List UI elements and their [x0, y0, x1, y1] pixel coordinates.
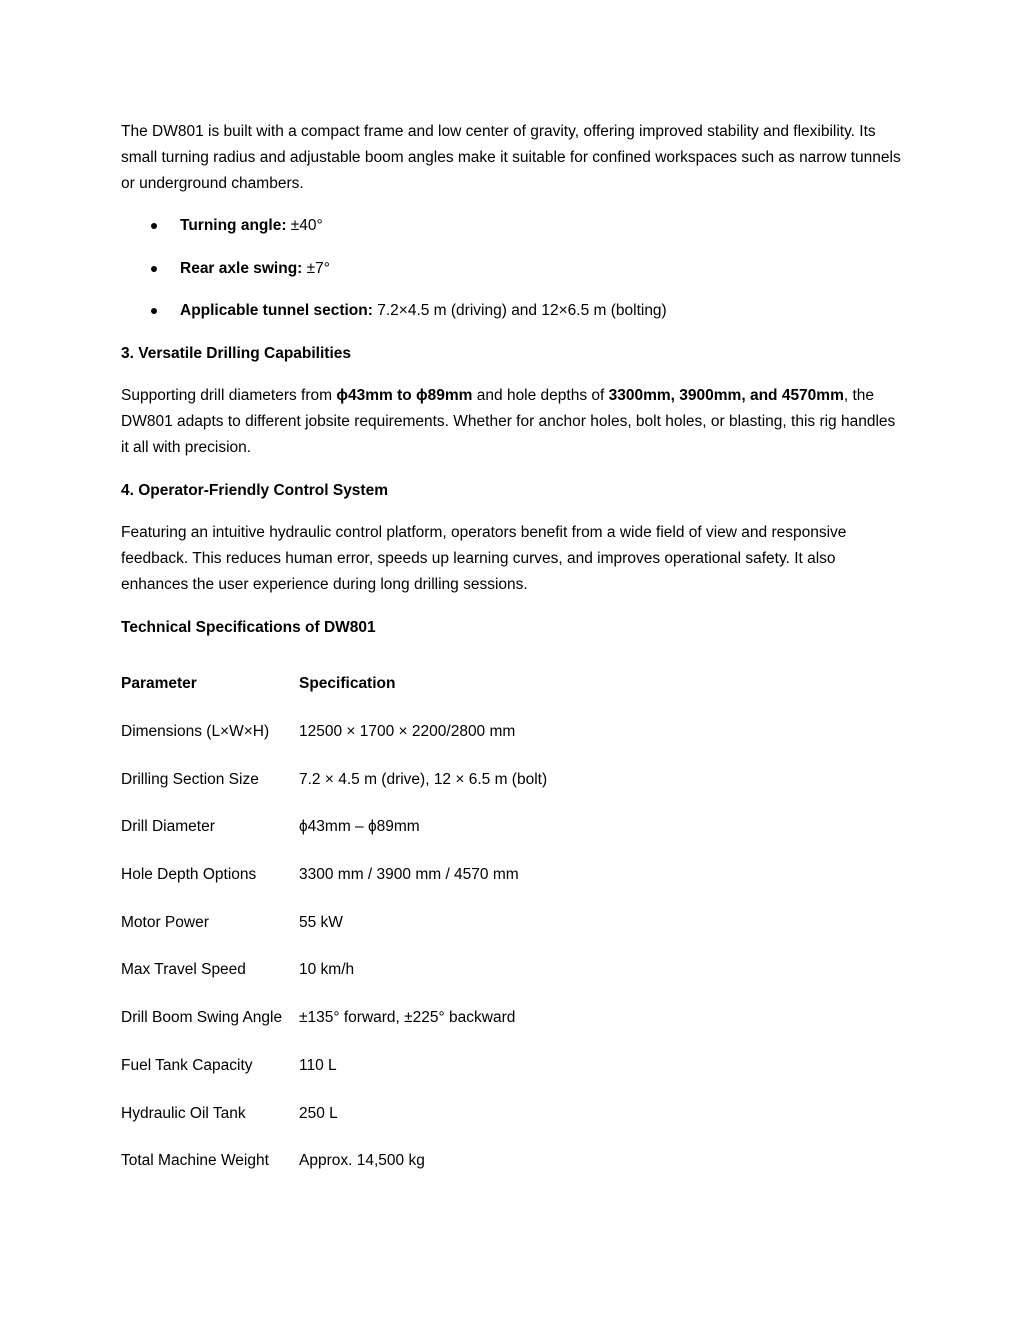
bullet-dot-icon — [151, 223, 157, 229]
table-row — [121, 851, 547, 899]
section-3-heading: 3. Versatile Drilling Capabilities — [121, 344, 352, 362]
parameter-cell: Max Travel Speed — [121, 961, 246, 979]
parameter-cell: Drill Boom Swing Angle — [121, 1009, 283, 1027]
table-row — [121, 947, 547, 995]
spec-table-header — [121, 661, 547, 709]
bold-run: 3300mm, 3900mm, and 4570mm — [608, 387, 844, 404]
table-row — [121, 756, 547, 804]
table-row — [121, 804, 547, 852]
specification-cell: ϕ43mm – ϕ89mm — [299, 818, 420, 836]
section-4-heading: 4. Operator-Friendly Control System — [121, 481, 388, 499]
specification-cell: 110 L — [299, 1056, 337, 1074]
intro-paragraph: The DW801 is built with a compact frame and low center of gravity, offering improved stability and flexibility. Its small turning radius and adjustable boom angles make it suitable for confined workspaces such as narrow tunnels or underground chambers. — [121, 123, 901, 192]
text-run: Supporting drill diameters from — [121, 387, 337, 404]
specification-cell: 3300 mm / 3900 mm / 4570 mm — [299, 866, 519, 884]
specification-cell: 250 L — [299, 1104, 338, 1122]
bullet-dot-icon — [151, 308, 157, 314]
specification-cell: 55 kW — [299, 913, 343, 931]
bullet-value: ±40° — [286, 217, 323, 234]
table-row — [121, 1137, 547, 1185]
specification-cell: 10 km/h — [299, 961, 355, 979]
section-4-paragraph: Featuring an intuitive hydraulic control platform, operators benefit from a wide field of view and responsive feedback. This reduces human error, speeds up learning curves, and improves operational safety. It also enhances the user experience during long drilling sessions. — [121, 524, 847, 593]
specification-cell: 12500 × 1700 × 2200/2800 mm — [299, 723, 516, 741]
section-3-paragraph — [121, 383, 901, 461]
bullet-tunnel-section — [121, 298, 901, 324]
table-row — [121, 1090, 547, 1138]
table-row — [121, 708, 547, 756]
parameter-cell: Drilling Section Size — [121, 770, 259, 788]
bullet-value: 7.2×4.5 m (driving) and 12×6.5 m (bolting) — [372, 302, 667, 319]
bullet-rear-axle-swing — [121, 256, 901, 282]
column-header-parameter: Parameter — [121, 675, 197, 693]
table-row — [121, 899, 547, 947]
spec-table-title: Technical Specifications of DW801 — [121, 618, 376, 636]
bullet-label: Rear axle swing: — [180, 259, 303, 277]
bullet-value: ±7° — [302, 259, 330, 277]
table-row — [121, 1042, 547, 1090]
parameter-cell: Hydraulic Oil Tank — [121, 1104, 246, 1122]
parameter-cell: Drill Diameter — [121, 818, 215, 836]
text-run: and hole depths of — [472, 387, 609, 404]
parameter-cell: Dimensions (L×W×H) — [121, 723, 270, 741]
parameter-cell: Motor Power — [121, 913, 209, 931]
table-row — [121, 994, 547, 1042]
parameter-cell: Total Machine Weight — [121, 1152, 269, 1170]
spec-table — [121, 661, 547, 1186]
specification-cell: ±135° forward, ±225° backward — [299, 1009, 516, 1027]
feature-bullet-list — [121, 213, 901, 324]
bold-run: ϕ43mm to ϕ89mm — [336, 387, 473, 404]
parameter-cell: Hole Depth Options — [121, 866, 257, 884]
parameter-cell: Fuel Tank Capacity — [121, 1056, 253, 1074]
bullet-label: Applicable tunnel section: — [180, 302, 373, 319]
specification-cell: 7.2 × 4.5 m (drive), 12 × 6.5 m (bolt) — [299, 770, 548, 788]
bullet-label: Turning angle: — [180, 217, 287, 234]
bullet-turning-angle — [121, 213, 901, 239]
bullet-dot-icon — [151, 266, 157, 272]
column-header-specification: Specification — [299, 675, 396, 693]
specification-cell: Approx. 14,500 kg — [299, 1152, 425, 1170]
document-page — [121, 119, 901, 1185]
text-run: , the DW801 adapts to different jobsite requirements. Whether for anchor holes, bolt holes, or blasting, this rig handles it all with precision. — [121, 387, 896, 456]
